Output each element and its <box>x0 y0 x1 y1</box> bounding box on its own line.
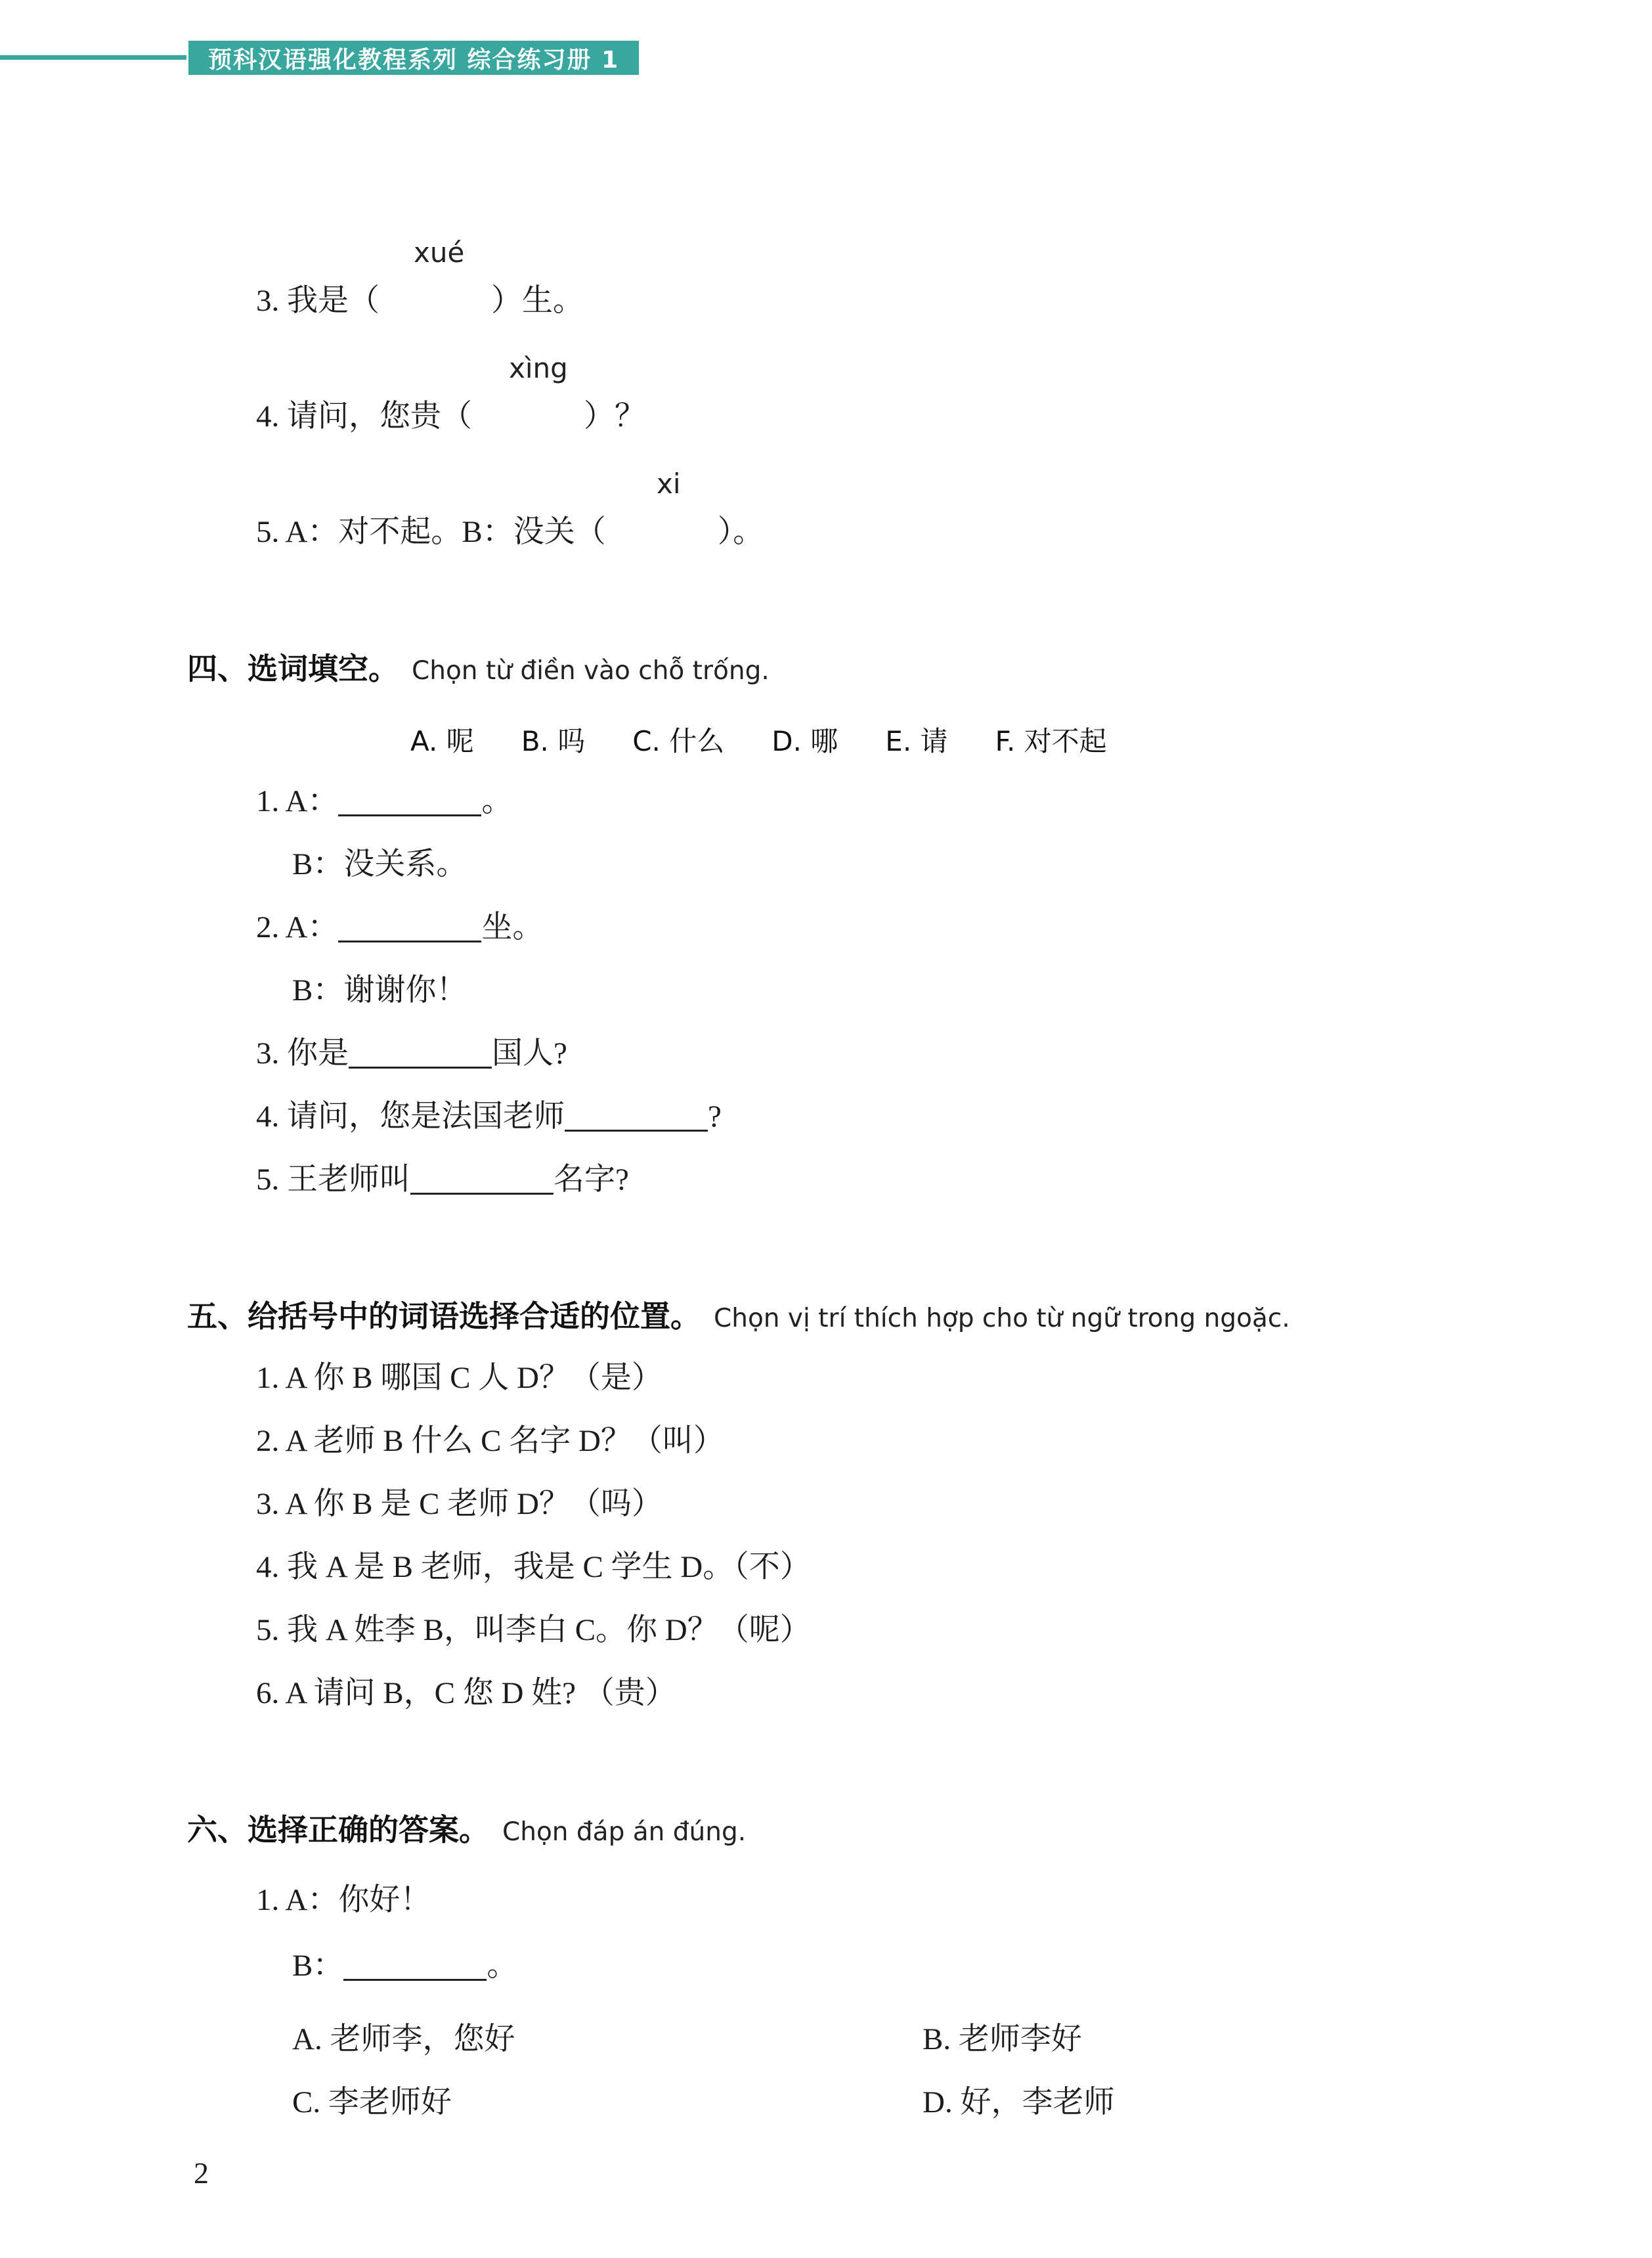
answer-blank <box>338 808 481 816</box>
section-six-title-cn <box>187 1806 489 1849</box>
line-pre: 5. 王老师叫 <box>256 1162 410 1197</box>
five-line-3: 3. A 你 B 是 C 老师 D？（吗） <box>256 1487 663 1521</box>
section-four-subtitle: Chọn từ điền vào chỗ trống. <box>412 656 770 686</box>
section-five-heading <box>187 1293 1494 1336</box>
four-line-1a <box>256 780 1494 822</box>
sentence-pre: 3. 我是（ <box>256 284 380 318</box>
sentence-post: ）生。 <box>491 284 584 318</box>
sentence-pre: 5. A：对不起。B：没关（ <box>256 515 606 549</box>
four-line-5 <box>256 1159 1494 1201</box>
line-post: 。 <box>481 784 513 818</box>
header-series-badge <box>188 41 639 75</box>
pinyin-hint-xi: xi <box>657 468 681 500</box>
answer-blank <box>565 1123 708 1132</box>
section-six-heading <box>187 1806 1494 1849</box>
word-bank-option-d: D. 哪 <box>772 725 838 757</box>
fill-sentence-3 <box>256 280 1494 322</box>
line-pre: 4. 请问，您是法国老师 <box>256 1099 565 1134</box>
word-bank-option-c: C. 什么 <box>632 725 725 757</box>
fill-sentence-4 <box>256 395 1494 437</box>
four-line-1b <box>292 843 1494 885</box>
series-title: 预科汉语强化教程系列 综合练习册 1 <box>208 46 620 74</box>
section-five-title-cn <box>187 1293 701 1336</box>
word-bank-option-a: A. 呢 <box>410 725 474 757</box>
five-line-5: 5. 我 A 姓李 B，叫李白 C。你 D？（呢） <box>256 1613 811 1647</box>
four-line-2b <box>292 969 1494 1011</box>
option-d: D. 好，李老师 <box>923 2085 1115 2119</box>
answer-blank <box>410 1186 554 1195</box>
word-bank <box>410 724 1494 759</box>
answer-blank <box>349 1060 492 1069</box>
line-post: 国人? <box>492 1036 567 1071</box>
pinyin-hint-xue: xué <box>414 236 465 269</box>
answer-blank <box>338 934 481 942</box>
line-pre: B：没关系。 <box>292 847 467 881</box>
six-dialogue-line-2 <box>292 1945 1494 1987</box>
four-line-4 <box>256 1096 1494 1138</box>
line-pre: 3. 你是 <box>256 1036 349 1071</box>
line-pre: 1. A： <box>256 784 339 818</box>
section-four-heading <box>187 645 1494 688</box>
line-pre: B： <box>292 1949 344 1983</box>
line-pre: 2. A： <box>256 910 339 944</box>
fill-sentence-5 <box>256 511 1494 553</box>
header-accent-line <box>0 55 186 60</box>
four-line-3 <box>256 1032 1494 1074</box>
section-five-title: 给括号中的词语选择合适的位置。 <box>248 1298 701 1334</box>
line-post: 坐。 <box>481 910 544 944</box>
section-five-subtitle: Chọn vị trí thích hợp cho từ ngữ trong ngoặc. <box>714 1304 1290 1333</box>
option-c: C. 李老师好 <box>292 2085 452 2119</box>
five-line-1: 1. A 你 B 哪国 C 人 D？（是） <box>256 1361 663 1395</box>
section-four-number: 四、 <box>187 651 248 686</box>
option-a: A. 老师李，您好 <box>292 2022 515 2056</box>
line-post: ? <box>708 1099 722 1134</box>
line-pre: B：谢谢你！ <box>292 973 467 1007</box>
line-post: 。 <box>487 1949 518 1983</box>
section-four-title-cn <box>187 645 399 688</box>
line-post: 名字? <box>554 1162 629 1197</box>
pinyin-hint-xing: xìng <box>509 352 568 384</box>
four-line-2a <box>256 906 1494 948</box>
sentence-pre: 4. 请问，您贵（ <box>256 399 472 433</box>
option-b: B. 老师李好 <box>923 2022 1082 2056</box>
answer-blank <box>343 1972 487 1981</box>
section-six-subtitle: Chọn đáp án đúng. <box>502 1817 747 1847</box>
six-dialogue-line-1: 1. A：你好！ <box>256 1883 431 1917</box>
sentence-post: ）？ <box>584 399 645 433</box>
section-four-title: 选词填空。 <box>248 651 399 686</box>
section-six-title: 选择正确的答案。 <box>248 1812 489 1848</box>
five-line-6: 6. A 请问 B，C 您 D 姓? （贵） <box>256 1676 676 1710</box>
word-bank-option-b: B. 吗 <box>521 725 586 757</box>
section-six-number: 六、 <box>187 1812 248 1848</box>
page-content <box>187 236 1494 2123</box>
five-line-2: 2. A 老师 B 什么 C 名字 D？（叫） <box>256 1424 724 1458</box>
five-line-4: 4. 我 A 是 B 老师，我是 C 学生 D。（不） <box>256 1550 811 1584</box>
word-bank-option-f: F. 对不起 <box>995 725 1107 757</box>
word-bank-option-e: E. 请 <box>885 725 948 757</box>
six-options-row-1 <box>292 2018 1494 2060</box>
sentence-post: ）。 <box>717 515 764 549</box>
page-number: 2 <box>194 2156 209 2190</box>
six-options-row-2 <box>292 2081 1494 2123</box>
section-five-number: 五、 <box>187 1298 248 1334</box>
